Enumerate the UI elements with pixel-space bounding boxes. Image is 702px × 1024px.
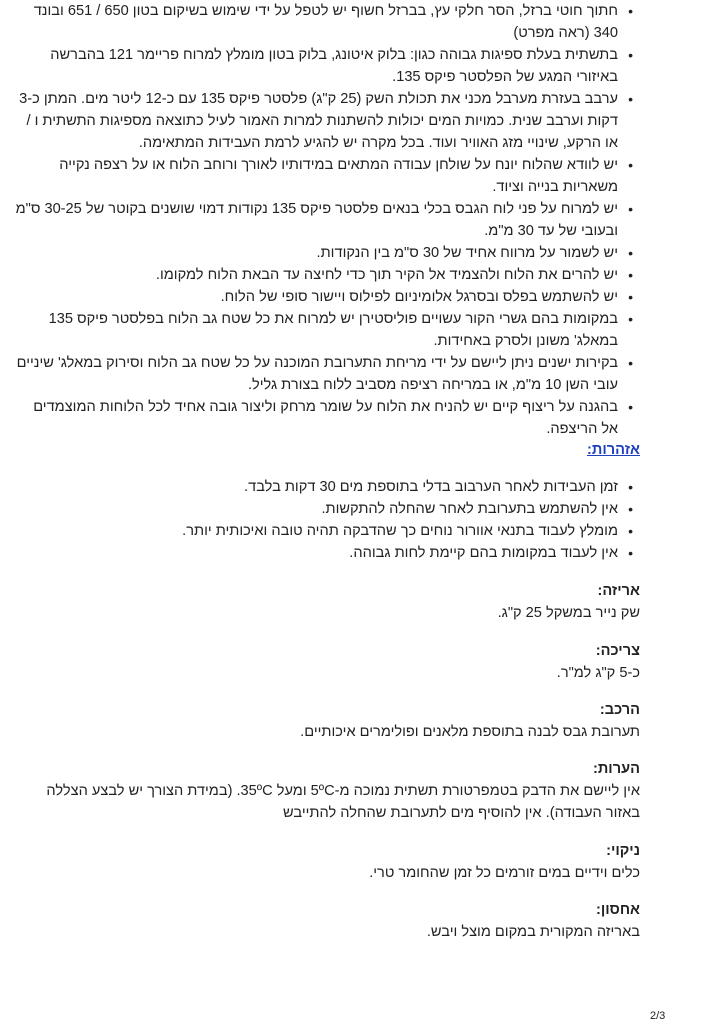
- list-item: • יש להשתמש בפלס ובסרגל אלומיניום לפילוס ויישור סופי של הלוח.: [14, 286, 640, 308]
- list-item: • יש להרים את הלוח ולהצמיד אל הקיר תוך כדי לחיצה עד הבאת הלוח למקומו.: [14, 264, 640, 286]
- notes-section: [14, 758, 640, 824]
- list-item: • חתוך חוטי ברזל, הסר חלקי עץ, בברזל חשוף יש לטפל על ידי שימוש בשיקום בטון 650 / 651 ובונד 340 (ראה מפרט): [14, 0, 640, 44]
- list-item: • זמן העבידות לאחר הערבוב בדלי בתוספת מים 30 דקות בלבד.: [40, 476, 640, 498]
- warnings-heading: אזהרות:: [586, 442, 640, 458]
- section-body: תערובת גבס לבנה בתוספת מלאנים ופולימרים איכותיים.: [300, 724, 640, 740]
- section-title: ניקוי:: [606, 843, 640, 859]
- list-item: • יש לשמור על מרווח אחיד של 30 ס"מ בין הנקודות.: [14, 242, 640, 264]
- list-item: • בתשתית בעלת ספיגות גבוהה כגון: בלוק איטונג, בלוק בטון מומלץ למרוח פריימר 121 בהברשה באיזורי המגע של הפלסטר פיקס 135.: [14, 44, 640, 88]
- list-item: • אין להשתמש בתערובת לאחר שהחלה להתקשות.: [40, 498, 640, 520]
- section-body: שק נייר במשקל 25 ק"ג.: [497, 605, 640, 621]
- section-title: צריכה:: [595, 643, 640, 659]
- list-item: • אין לעבוד במקומות בהם קיימת לחות גבוהה.: [40, 542, 640, 564]
- section-title: אחסון:: [595, 902, 640, 918]
- section-title: אריזה:: [597, 583, 640, 599]
- section-body: אין ליישם את הדבק בטמפרטורת תשתית נמוכה מ-5ºC ומעל 35ºC. (במידת הצורך יש לבצע הצללה באזור העבודה). אין להוסיף מים לתערובת שהחלה להתייבש: [46, 783, 640, 821]
- page-number: 2/3: [650, 1010, 666, 1022]
- list-item: • יש למרוח על פני לוח הגבס בכלי בנאים פלסטר פיקס 135 נקודות דמוי שושנים בקוטר של 30-25 ס"מ ובעובי של עד 30 מ"מ.: [14, 198, 640, 242]
- packaging-section: [14, 580, 640, 624]
- list-item: • מומלץ לעבוד בתנאי אוורור נוחים כך שהדבקה תהיה טובה ואיכותית יותר.: [40, 520, 640, 542]
- consumption-section: [14, 640, 640, 684]
- list-item: • יש לוודא שהלוח יונח על שולחן עבודה המתאים במידותיו לאורך ורוחב הלוח או על רצפה נקייה משאריות בנייה וציוד.: [14, 154, 640, 198]
- warnings-list: [40, 476, 640, 564]
- list-item: • בהגנה על ריצוף קיים יש להניח את הלוח על שומר מרחק וליצור גובה אחיד לכל הלוחות המוצמדים אל הריצפה.: [14, 396, 640, 440]
- section-body: באריזה המקורית במקום מוצל ויבש.: [426, 924, 640, 940]
- section-body: כלים וידיים במים זורמים כל זמן שהחומר טרי.: [369, 865, 640, 881]
- list-item: • ערבב בעזרת מערבל מכני את תכולת השק (25 ק"ג) פלסטר פיקס 135 עם כ-12 ליטר מים. המתן כ-3 דקות וערבב שנית. כמויות המים יכולות להשתנות למרות האמור לעיל כתוצאה מספיגות התשתית ו / או הרקע, שינויי מזג האוויר ועוד. בכל מקרה יש להגיע לרמת העבידות המתאימה.: [14, 88, 640, 154]
- composition-section: [14, 699, 640, 743]
- storage-section: [14, 899, 640, 943]
- list-item: • בקירות ישנים ניתן ליישם על ידי מריחת התערובת המוכנה על כל שטח גב הלוח וסירוק במאלג' שיניים עובי השן 10 מ"מ, או במריחה רציפה מסביב ללוח בצורת גליל.: [14, 352, 640, 396]
- section-title: הערות:: [592, 761, 640, 777]
- section-body: כ-5 ק"ג למ"ר.: [556, 665, 640, 681]
- list-item: • במקומות בהם גשרי הקור עשויים פוליסטירן יש למרוח את כל שטח גב הלוח בפלסטר פיקס 135 במאלג' משונן ולסרק באחידות.: [14, 308, 640, 352]
- section-title: הרכב:: [599, 702, 640, 718]
- instructions-list: [14, 0, 640, 440]
- cleaning-section: [14, 840, 640, 884]
